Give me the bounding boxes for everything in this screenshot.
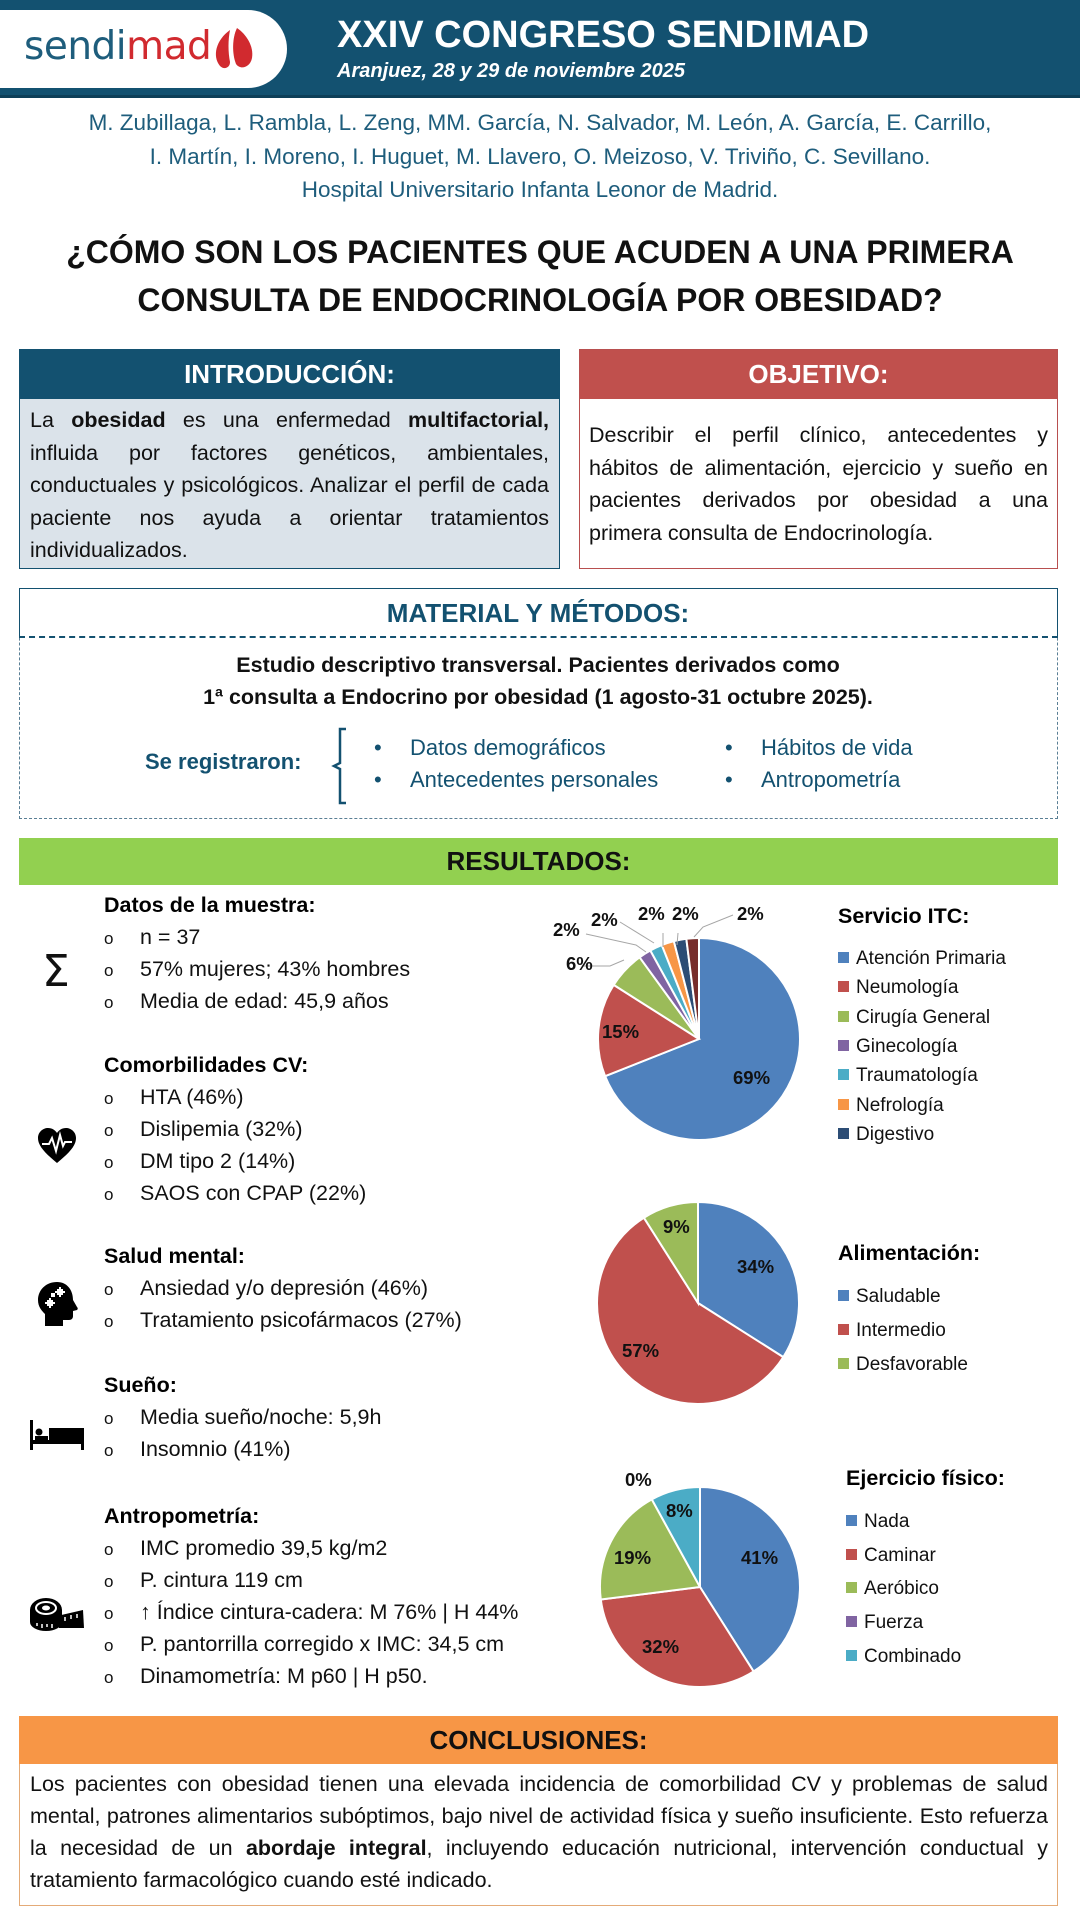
curly-brace-icon bbox=[326, 727, 350, 805]
logo-text-sendi: sendi bbox=[24, 24, 127, 69]
legend-swatch bbox=[846, 1515, 857, 1526]
legend-label: Ginecología bbox=[856, 1035, 958, 1057]
result-item-label: Dinamometría: M p60 | H p50. bbox=[140, 1664, 428, 1688]
legend-swatch bbox=[838, 1011, 849, 1022]
legend-label: Aeróbico bbox=[864, 1578, 939, 1600]
result-item-label: 57% mujeres; 43% hombres bbox=[140, 957, 411, 981]
registered-item-label: Hábitos de vida bbox=[761, 735, 913, 760]
legend-swatch bbox=[838, 981, 849, 992]
poster-title bbox=[0, 228, 1080, 324]
introduccion-box bbox=[19, 349, 560, 569]
objetivo-text: Describir el perfil clínico, antecedentes y hábitos de alimentación, ejercicio y sueño en pacientes derivados por obesidad a una primera consulta de Endocrinología. bbox=[589, 423, 1048, 545]
legend-label: Traumatología bbox=[856, 1065, 978, 1087]
bullet: o bbox=[104, 1441, 114, 1460]
sueno-title: Sueño: bbox=[104, 1373, 177, 1397]
text-run: , incluyendo educación nutricional, intervención conductual y tratamiento farmacológico cuando esté indicado. bbox=[30, 1836, 1048, 1892]
pie-slice-label: 0% bbox=[625, 1469, 652, 1490]
pie-slice-label: 32% bbox=[642, 1636, 680, 1657]
legend-swatch bbox=[846, 1582, 857, 1593]
legend-item bbox=[846, 1578, 939, 1600]
material-description bbox=[20, 649, 1056, 713]
bed-icon bbox=[30, 1420, 84, 1450]
resultados-heading: RESULTADOS: bbox=[19, 838, 1058, 885]
result-item bbox=[104, 1632, 504, 1657]
material-metodos-heading: MATERIAL Y MÉTODOS: bbox=[19, 588, 1058, 638]
legend-label: Digestivo bbox=[856, 1123, 935, 1145]
bullet: • bbox=[374, 735, 382, 760]
text-bold: obesidad bbox=[71, 408, 166, 432]
legend-swatch bbox=[846, 1549, 857, 1560]
alimentacion-pie-chart bbox=[596, 1201, 800, 1405]
ejercicio-pie-chart bbox=[598, 1485, 802, 1689]
legend-item bbox=[838, 1286, 941, 1308]
legend-item bbox=[846, 1646, 961, 1668]
result-item-label: P. cintura 119 cm bbox=[140, 1568, 303, 1592]
bullet: o bbox=[104, 1121, 114, 1140]
legend-label: Fuerza bbox=[864, 1612, 924, 1634]
result-item-label: Ansiedad y/o depresión (46%) bbox=[140, 1276, 429, 1300]
bullet: o bbox=[104, 961, 114, 980]
legend-label: Saludable bbox=[856, 1286, 941, 1307]
pie-slice-label: 69% bbox=[733, 1067, 771, 1088]
result-item bbox=[104, 1117, 303, 1142]
poster-title-line: CONSULTA DE ENDOCRINOLOGÍA POR OBESIDAD? bbox=[137, 282, 943, 318]
text-run: es una enfermedad bbox=[165, 408, 409, 432]
material-description-line: Estudio descriptivo transversal. Pacientes derivados como bbox=[236, 653, 840, 677]
bullet: o bbox=[104, 929, 114, 948]
result-item bbox=[104, 1664, 428, 1689]
legend-label: Cirugía General bbox=[856, 1006, 991, 1028]
hospital-affiliation: Hospital Universitario Infanta Leonor de Madrid. bbox=[301, 177, 779, 202]
result-item-label: DM tipo 2 (14%) bbox=[140, 1149, 296, 1173]
brain-puzzle-icon bbox=[37, 1281, 79, 1327]
legend-label: Intermedio bbox=[856, 1320, 946, 1341]
legend-item bbox=[838, 1007, 990, 1029]
registered-item-label: Datos demográficos bbox=[410, 735, 606, 760]
legend-swatch bbox=[838, 952, 849, 963]
legend-item bbox=[846, 1511, 909, 1533]
congress-title: XXIV CONGRESO SENDIMAD bbox=[337, 14, 870, 56]
pie-slice-label: 57% bbox=[622, 1340, 660, 1361]
result-item bbox=[104, 1085, 244, 1110]
salud-mental-title: Salud mental: bbox=[104, 1244, 245, 1268]
result-item bbox=[104, 925, 200, 950]
bullet: • bbox=[725, 767, 733, 792]
bullet: o bbox=[104, 1089, 114, 1108]
result-item bbox=[104, 1405, 381, 1430]
result-item bbox=[104, 989, 389, 1014]
authors-block bbox=[0, 106, 1080, 207]
sigma-icon: Σ bbox=[42, 946, 70, 997]
header-divider bbox=[0, 95, 1080, 98]
pie-slice-label: 15% bbox=[602, 1021, 640, 1042]
legend-swatch bbox=[838, 1324, 849, 1335]
authors-line: I. Martín, I. Moreno, I. Huguet, M. Llavero, O. Meizoso, V. Triviño, C. Sevillano. bbox=[149, 143, 931, 169]
servicio-itc-legend-title: Servicio ITC: bbox=[838, 904, 970, 928]
legend-label: Nefrología bbox=[856, 1094, 944, 1116]
legend-item bbox=[838, 977, 958, 999]
objetivo-heading: OBJETIVO: bbox=[580, 350, 1057, 399]
conclusiones-text bbox=[19, 1764, 1058, 1906]
conclusiones-heading: CONCLUSIONES: bbox=[19, 1716, 1058, 1764]
se-registraron-label: Se registraron: bbox=[145, 749, 302, 774]
result-item bbox=[104, 957, 410, 982]
registered-item-label: Antecedentes personales bbox=[410, 767, 659, 792]
pie-slice-label: 8% bbox=[666, 1500, 693, 1521]
legend-item bbox=[838, 1036, 957, 1058]
result-item bbox=[104, 1568, 303, 1593]
legend-swatch bbox=[846, 1650, 857, 1661]
text-bold: abordaje integral bbox=[245, 1836, 427, 1860]
legend-item bbox=[838, 1065, 978, 1087]
antropometria-title: Antropometría: bbox=[104, 1504, 260, 1528]
legend-item bbox=[838, 948, 1006, 970]
material-description-line: 1ª consulta a Endocrino por obesidad (1 agosto-31 octubre 2025). bbox=[203, 685, 873, 709]
legend-item bbox=[846, 1545, 936, 1567]
result-item bbox=[104, 1276, 428, 1301]
ejercicio-legend-title: Ejercicio físico: bbox=[846, 1466, 1005, 1490]
bullet: o bbox=[104, 1668, 114, 1687]
legend-swatch bbox=[838, 1069, 849, 1080]
legend-label: Atención Primaria bbox=[856, 948, 1006, 969]
result-item bbox=[104, 1308, 462, 1333]
bullet: o bbox=[104, 1604, 114, 1623]
legend-swatch bbox=[838, 1128, 849, 1139]
result-item-label: Dislipemia (32%) bbox=[140, 1117, 303, 1141]
legend-label: Combinado bbox=[864, 1645, 962, 1667]
result-item-label: n = 37 bbox=[140, 925, 201, 949]
result-item-label: Media de edad: 45,9 años bbox=[140, 989, 389, 1013]
bullet: • bbox=[374, 767, 382, 792]
material-metodos-box bbox=[19, 588, 1058, 819]
text-run: La bbox=[30, 408, 72, 432]
tape-measure-icon bbox=[29, 1596, 85, 1632]
authors-line: M. Zubillaga, L. Rambla, L. Zeng, MM. García, N. Salvador, M. León, A. García, E. Carrillo, bbox=[88, 110, 992, 135]
legend-item bbox=[838, 1095, 944, 1117]
legend-label: Caminar bbox=[864, 1544, 936, 1566]
result-item-label: SAOS con CPAP (22%) bbox=[140, 1181, 367, 1205]
pie-slice-label: 2% bbox=[672, 903, 699, 924]
result-item-label: IMC promedio 39,5 kg/m2 bbox=[140, 1536, 388, 1560]
result-item bbox=[104, 1149, 295, 1174]
bullet: o bbox=[104, 1572, 114, 1591]
legend-item bbox=[838, 1320, 946, 1342]
text-run: Los pacientes con obesidad tienen una elevada incidencia de comorbilidad CV y problemas de salud mental, patrones alimentarios subóptimos, bajo nivel de actividad física y sueño insuficiente. Esto refuerza la necesidad de un bbox=[30, 1772, 1048, 1860]
bullet: o bbox=[104, 1312, 114, 1331]
congress-subtitle: Aranjuez, 28 y 29 de noviembre 2025 bbox=[337, 60, 685, 82]
pie-slice-label: 2% bbox=[591, 909, 618, 930]
result-item bbox=[104, 1536, 387, 1561]
legend-label: Neumología bbox=[856, 977, 959, 999]
legend-swatch bbox=[838, 1290, 849, 1301]
legend-swatch bbox=[838, 1040, 849, 1051]
objetivo-box bbox=[579, 349, 1058, 569]
bullet: • bbox=[725, 735, 733, 760]
result-item-label: HTA (46%) bbox=[140, 1085, 244, 1109]
result-item-label: P. pantorrilla corregido x IMC: 34,5 cm bbox=[140, 1632, 505, 1656]
pie-slice-label: 9% bbox=[663, 1216, 690, 1237]
registered-item-label: Antropometría bbox=[761, 767, 901, 792]
result-item bbox=[104, 1600, 518, 1625]
bullet: o bbox=[104, 1185, 114, 1204]
heart-pulse-icon bbox=[37, 1127, 77, 1165]
result-item-label: Media sueño/noche: 5,9h bbox=[140, 1405, 382, 1429]
pie-slice-label: 34% bbox=[737, 1256, 775, 1277]
bullet: o bbox=[104, 1153, 114, 1172]
legend-item bbox=[838, 1124, 934, 1146]
legend-label: Nada bbox=[864, 1511, 910, 1532]
pie-slice-label: 19% bbox=[614, 1547, 652, 1568]
bullet: o bbox=[104, 1636, 114, 1655]
sendimad-drop-icon bbox=[210, 26, 256, 70]
logo-text-mad: mad bbox=[126, 24, 212, 69]
comorbilidades-title: Comorbilidades CV: bbox=[104, 1053, 309, 1077]
pie-slice-label: 2% bbox=[553, 919, 580, 940]
legend-label: Desfavorable bbox=[856, 1354, 968, 1375]
bullet: o bbox=[104, 993, 114, 1012]
legend-swatch bbox=[846, 1616, 857, 1627]
result-item-label: Tratamiento psicofármacos (27%) bbox=[140, 1308, 462, 1332]
alimentacion-legend-title: Alimentación: bbox=[838, 1241, 981, 1265]
legend-item bbox=[846, 1612, 923, 1634]
pie-slice-label: 6% bbox=[566, 953, 593, 974]
pie-slice-label: 2% bbox=[737, 903, 764, 924]
result-item bbox=[104, 1437, 291, 1462]
result-item-label: Insomnio (41%) bbox=[140, 1437, 291, 1461]
text-run: influida por factores genéticos, ambientales, conductuales y psicológicos. Analizar el perfil de cada paciente nos ayuda a orientar tratamientos individualizados. bbox=[30, 440, 549, 562]
text-bold: multifactorial, bbox=[408, 408, 550, 432]
bullet: o bbox=[104, 1540, 114, 1559]
pie-slice-label: 2% bbox=[638, 903, 665, 924]
poster-title-line: ¿CÓMO SON LOS PACIENTES QUE ACUDEN A UNA PRIMERA bbox=[66, 234, 1014, 270]
legend-swatch bbox=[838, 1099, 849, 1110]
bullet: o bbox=[104, 1280, 114, 1299]
bullet: o bbox=[104, 1409, 114, 1428]
pie-slice-label: 41% bbox=[741, 1547, 779, 1568]
result-item bbox=[104, 1181, 366, 1206]
legend-item bbox=[838, 1354, 968, 1376]
introduccion-text bbox=[20, 399, 559, 567]
result-item-label: ↑ Índice cintura-cadera: M 76% | H 44% bbox=[140, 1600, 519, 1624]
datos-muestra-title: Datos de la muestra: bbox=[104, 893, 316, 917]
sendimad-logo bbox=[24, 24, 211, 69]
legend-swatch bbox=[838, 1358, 849, 1369]
introduccion-heading: INTRODUCCIÓN: bbox=[20, 350, 559, 399]
